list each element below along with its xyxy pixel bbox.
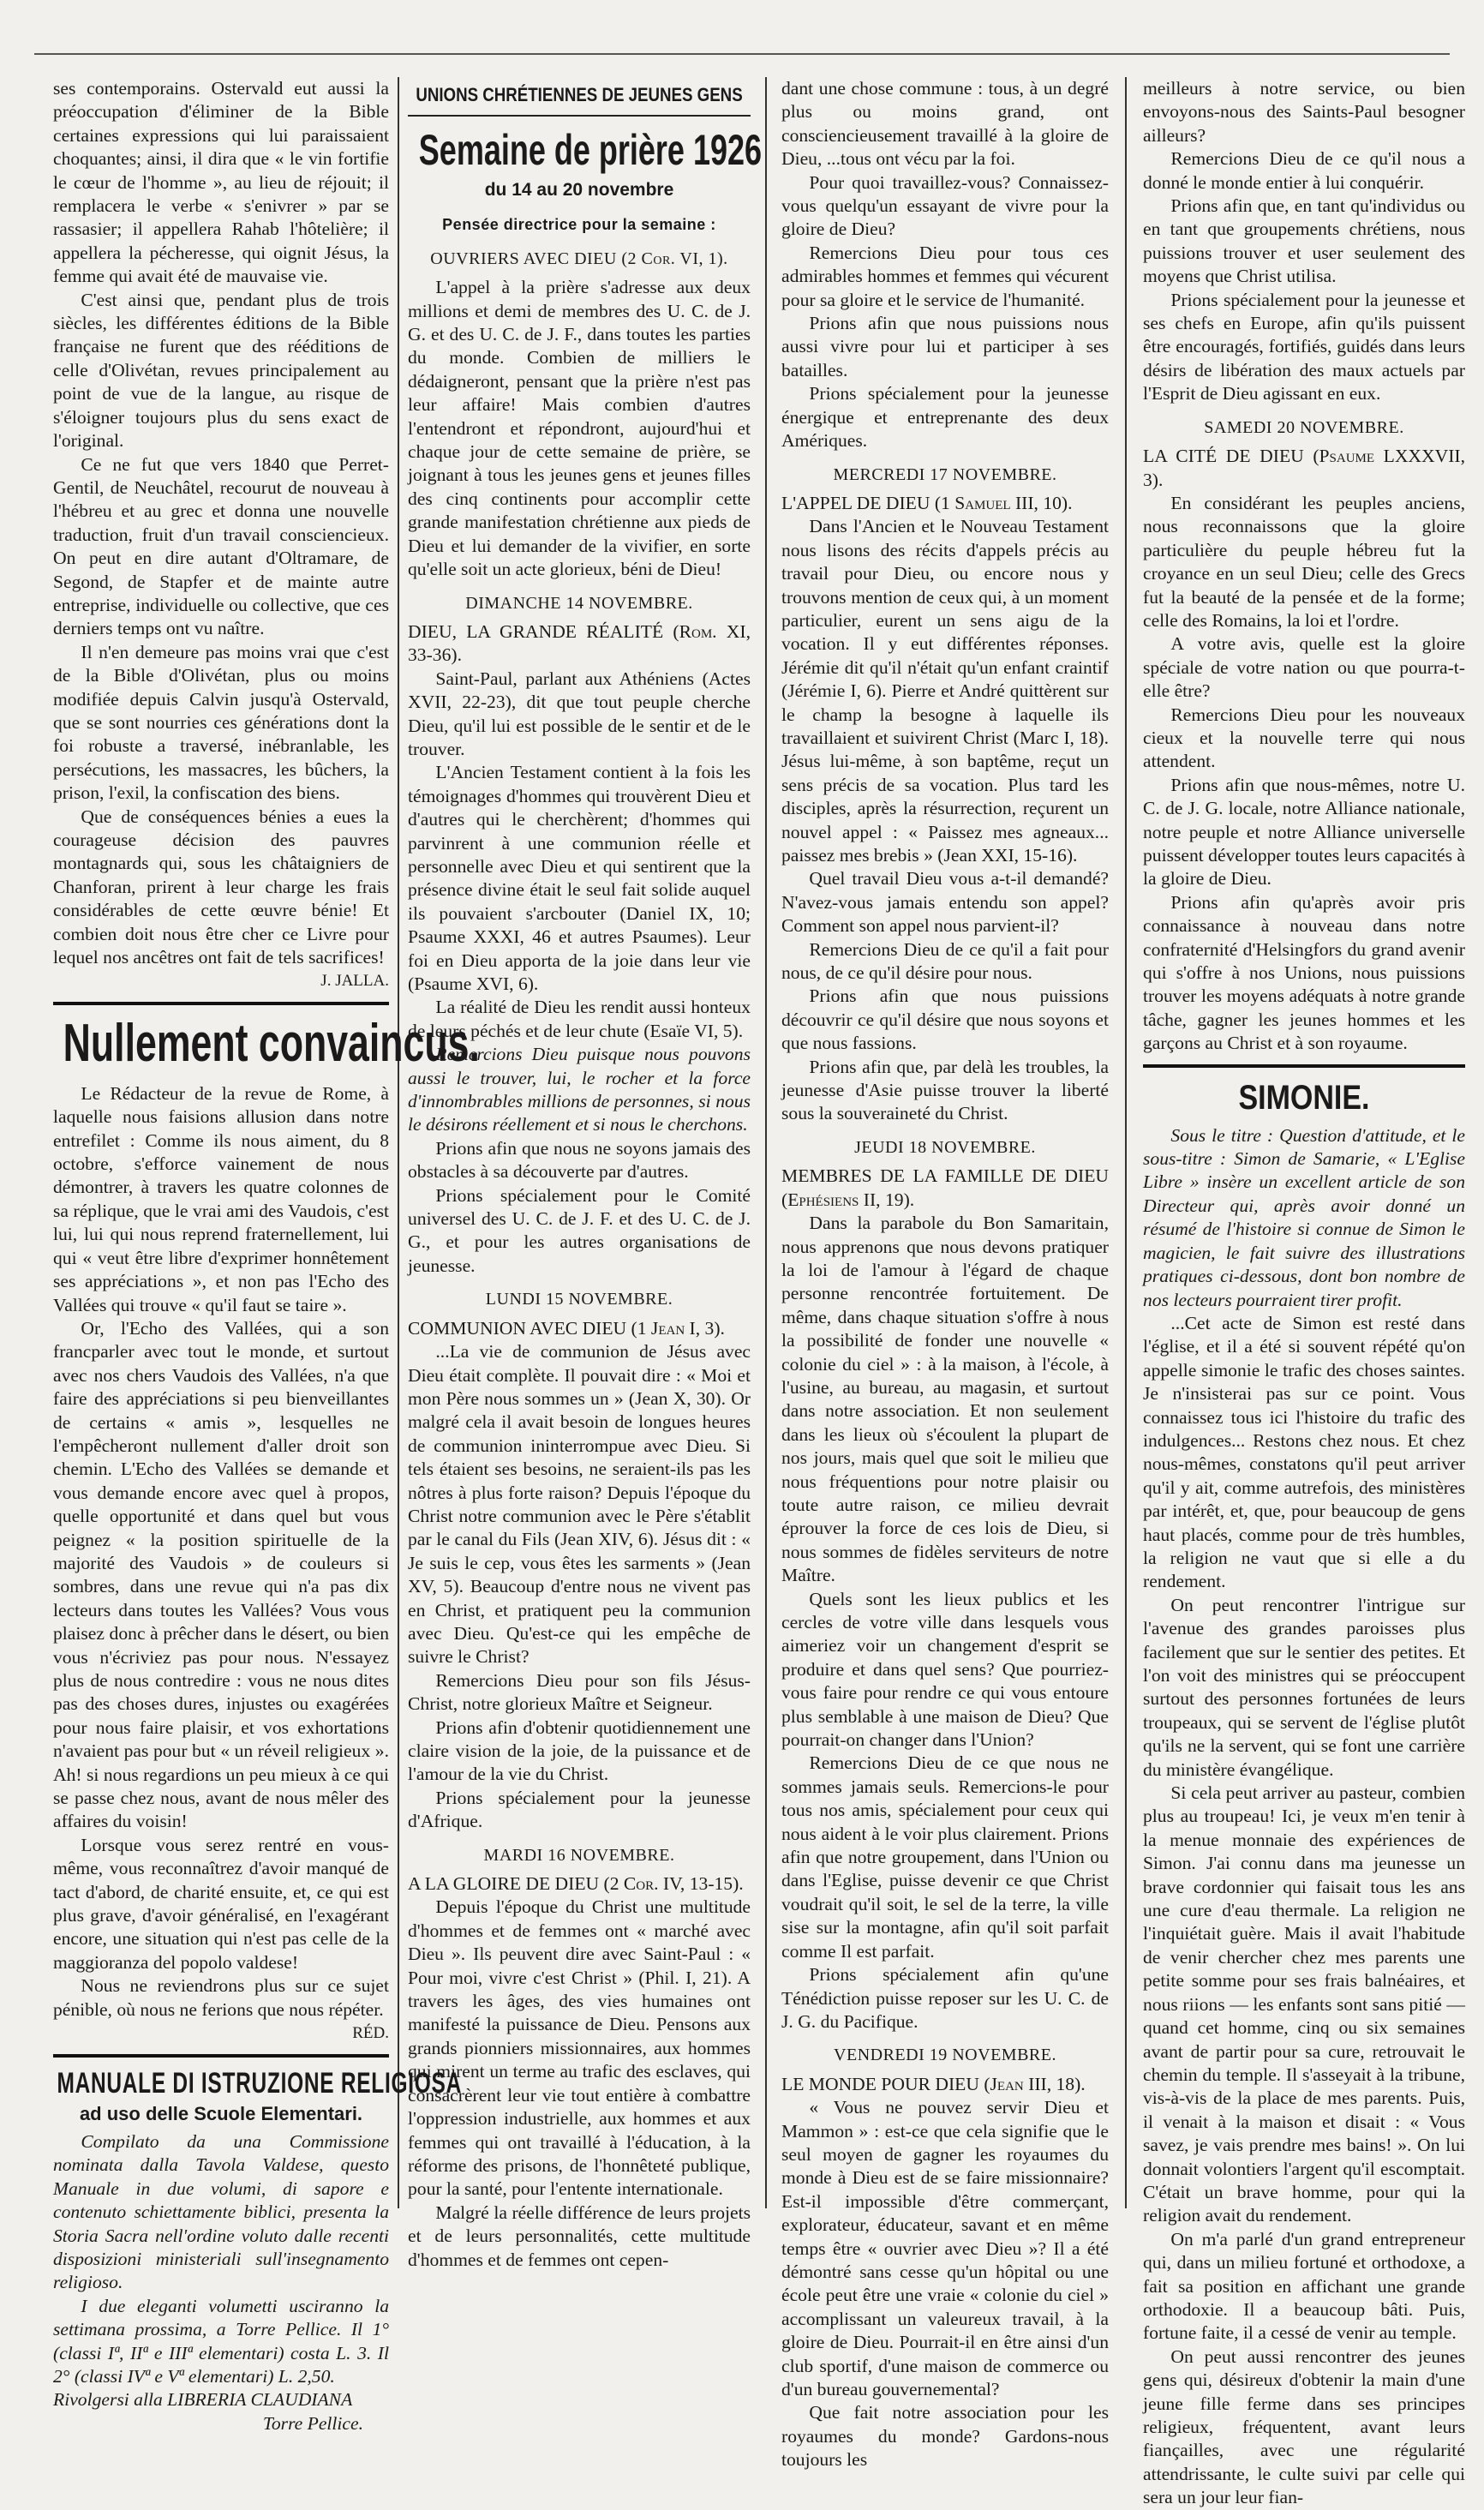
paragraph: Quel travail Dieu vous a-t-il demandé? N'avez-vous jamais entendu son appel? Comment son appel nous parvient-il?: [781, 868, 1109, 937]
paragraph: C'est ainsi que, pendant plus de trois siècles, les différentes éditions de la Bible française ne furent que des rééditions de celle d'Olivétan, revues principalement au point de vue de la langue, au risque de s'éloigner toujours plus du sens exact de l'original.: [53, 289, 389, 452]
paragraph: Or, l'Echo des Vallées, qui a son francparler avec tout le monde, et surtout avec nos chers Vaudois des Vallées, n'a que faire des appréciations si peu bienveillantes de certains « amis », lesquelles ne l'empêcheront nullement d'aller droit son chemin. L'Echo des Vallées se demande et vous demande encore avec quel à propos, quelle opportunité et dans quel but vous peignez « la position spirituelle de la majorité des Vaudois » de couleurs si sombres, dans une revue qui n'a pas dix lecteurs dans toutes les Vallées? Vous vous plaisez donc à prêcher dans le désert, ou bien vous n'écriviez pas pour nous. N'essayez plus de nous contredire : vous ne nous dites pas des choses dures, injustes ou exagérées pour nous faire plaisir, et vos exhortations n'avaient pas pour but « un réveil religieux ». Ah! si nous regardions un peu mieux à ce qui se passe chez nous, avant de nous mêler des affaires du voisin!: [53, 1317, 389, 1832]
top-rule: [34, 53, 1450, 55]
paragraph: L'appel à la prière s'adresse aux deux millions et demi de membres des U. C. de J. G. et des U. C. de J. F., dans toutes les parties du monde. Combien de milliers le dédaigneront, pensant que la prière n'est pas leur affaire! Mais combien d'autres l'entendront et répondront, aujourd'hui et chaque jour de cette semaine de prière, se joignant à tous les jeunes gens et jeunes filles des cinq continents pour accomplir cette grande manifestation chrétienne aux pieds de Dieu et lui demander de la vivifier, en sorte qu'elle soit un acte glorieux, béni de Dieu!: [408, 277, 751, 580]
paragraph: La réalité de Dieu les rendit aussi honteux de leurs péchés et de leur chute (Esaïe VI, 5).: [408, 997, 751, 1041]
column-rule: [765, 77, 767, 2208]
article-headline: SIMONIE.: [1238, 1078, 1370, 1117]
advert-text: Compilato da una Commissione nominata dalla Tavola Valdese, questo Manuale in due volumi, di sapore e contenuto schiettamente biblici, presenta la Storia Sacra nell'ordine voluto dalle recenti disposizioni ministeriali sull'insegnamento religioso.: [53, 2130, 389, 2293]
paragraph: Prions afin que nous-mêmes, notre U. C. de J. G. locale, notre Alliance nationale, notre peuple et notre Alliance universelle puissent développer toutes leurs capacités à la gloire de Dieu.: [1143, 774, 1465, 890]
paragraph: Prions afin qu'après avoir pris connaissance à nouveau dans notre confraternité d'Helsingfors du grand avenir qui s'offre à nos Unions, nous puissions trouver les moyens adéquats à notre grande tâche, gagner les jeunes hommes et les garçons au Christ et à son royaume.: [1143, 891, 1465, 1054]
bible-reference: A LA GLOIRE DE DIEU (2 Cor. IV, 13-15).: [408, 1873, 744, 1895]
paragraph: Dans la parabole du Bon Samaritain, nous apprenons que nous devons pratiquer la loi de l'amour à l'égard de chaque personne rencontrée fortuitement. De même, dans chaque situation s'offre à nous la possibilité de fonder une nouvelle « colonie du ciel » : à la maison, à l'école, à l'usine, au bureau, au magasin, et surtout dans notre association. Et non seulement dans les lieux où s'écoulent la plupart de nos jours, mais quel que soit le milieu que nous fréquentions pour notre plaisir ou toute autre raison, ce milieu devrait éprouver la force de ces lois de Dieu, si nous sommes de fidèles serviteurs de notre Maître.: [781, 1213, 1109, 1586]
column-rule: [1125, 77, 1127, 2208]
bible-reference: MEMBRES DE LA FAMILLE DE DIEU (Ephésiens II, 19).: [781, 1165, 1109, 1210]
paragraph: ...La vie de communion de Jésus avec Dieu était complète. Il pouvait dire : « Moi et mon Père nous sommes un » (Jean X, 30). Or malgré cela il avait besoin de longues heures de communion ininterrompue avec Dieu. Si tels étaient ses besoins, ne seraient-ils pas les nôtres à plus forte raison? Depuis l'époque du Christ notre communion avec le Père s'établit par le canal du Fils (Jean XIV, 6). Jésus dit : « Je suis le cep, vous êtes les sarments » (Jean XV, 5). Beaucoup d'entre nous ne vivent pas en Christ, et pratiquent peu la communion avec Dieu. Qu'est-ce qui les empêche de suivre le Christ?: [408, 1341, 751, 1668]
paragraph: Remercions Dieu pour son fils Jésus-Christ, notre glorieux Maître et Seigneur.: [408, 1669, 751, 1715]
paragraph: Depuis l'époque du Christ une multitude d'hommes et de femmes ont « marché avec Dieu ». Ils peuvent dire avec Saint-Paul : « Pour moi, vivre c'est Christ » (Phil. I, 21). A travers les âges, des vies humaines ont manifesté la puissance de Dieu. Pensons aux grands pionniers missionnaires, aux hommes qui mirent un terme au trafic des esclaves, qui consacrèrent leur vie tout entière à combattre l'oppression industrielle, aux hommes et aux femmes qui ont travaillé à l'éducation, à la réforme des prisons, de l'honnêteté publique, pour la santé, pour l'entente internationale.: [408, 1896, 751, 2200]
paragraph: Nous ne reviendrons plus sur ce sujet pénible, où nous ne ferions que nous répéter.: [53, 1975, 389, 2020]
paragraph: On peut rencontrer l'intrigue sur l'avenue des grandes paroisses plus facilement que sur le sentier des petites. Et l'on voit des ministres qui se préoccupent surtout des personnes fortunées de leurs troupeaux, qui se servent de l'église plutôt qu'ils ne la servent, qui se font une carrière du ministère évangélique.: [1143, 1594, 1465, 1780]
bible-reference: DIEU, LA GRANDE RÉALITÉ (Rom. XI, 33-36).: [408, 620, 751, 666]
paragraph: Remercions Dieu pour les nouveaux cieux et la nouvelle terre qui nous attendent.: [1143, 704, 1465, 772]
paragraph: Remercions Dieu de ce que nous ne sommes jamais seuls. Remercions-le pour tous nos amis, spécialement pour ceux qui nous aident à le voir plus clairement. Prions afin que notre groupement, dans l'Union ou dans l'Eglise, puisse devenir ce que Christ voudrait qu'il soit, le sel de la terre, la ville sise sur la montagne, afin qu'il soit parfait comme Il est parfait.: [781, 1752, 1109, 1962]
paragraph: Prions spécialement pour le Comité universel des U. C. de J. F. et des U. C. de J. G., et pour les autres organisations de jeunesse.: [408, 1184, 751, 1276]
paragraph: Quels sont les lieux publics et les cercles de votre ville dans lesquels vous aimeriez voir un changement d'esprit se produire et dans quel sens? Que pourriez-vous faire pour rendre ce qui vous entoure plus semblable à une maison de Dieu? Que pourrait-on changer dans l'Union?: [781, 1588, 1109, 1751]
divider: [53, 1002, 389, 1005]
paragraph: L'Ancien Testament contient à la fois les témoignages d'hommes qui trouvèrent Dieu et d'autres qui le cherchèrent; d'hommes qui parvinrent à une communion réelle et personnelle avec Dieu et qui sentirent que la présence divine était le seul fait solide auquel ils pouvaient s'arcbouter (Daniel IX, 10; Psaume XXXI, 46 et autres Psaumes). Leur foi en Dieu apporta de la joie dans leur vie (Psaume XVI, 6).: [408, 762, 751, 994]
paragraph: Ce ne fut que vers 1840 que Perret-Gentil, de Neuchâtel, recourut de nouveau à l'hébreu et au grec et donna une nouvelle traduction, fruit d'un travail consciencieux. On peut en dire autant d'Oltramare, de Segond, de Stapfer et de mainte autre entreprise, individuelle ou collective, que ces derniers temps ont vu naître.: [53, 453, 389, 639]
day-heading: LUNDI 15 NOVEMBRE.: [485, 1290, 673, 1309]
paragraph: Lorsque vous serez rentré en vous-même, vous reconnaîtrez d'avoir manqué de tact d'abord, de charité ensuite, et, ce qui est plus grave, d'avoir généralisé, en l'exagérant encore, une situation qui n'est pas celle de la maggioranza del popolo valdese!: [53, 1834, 389, 1973]
column-1: [53, 77, 480, 2434]
paragraph: A votre avis, quelle est la gloire spéciale de votre nation ou que pourra-t-elle être?: [1143, 633, 1465, 702]
divider: [1143, 1064, 1465, 1068]
section-subheading: Pensée directrice pour la semaine :: [442, 216, 716, 234]
paragraph: Prions spécialement afin qu'une Ténédiction puisse reposer sur les U. C. de J. G. du Pacifique.: [781, 1964, 1109, 2032]
paragraph: Que de conséquences bénies a eues la courageuse décision des pauvres montagnards qui, sous les châtaigniers de Chanforan, prirent à leur charge les frais considérables de cette œuvre bénie! Et combien doit nous être cher ce Livre pour lequel nos ancêtres ont fait de tels sacrifices!: [53, 806, 389, 968]
advert-subtitle: ad uso delle Scuole Elementari.: [79, 2102, 363, 2124]
paragraph: ...Cet acte de Simon est resté dans l'église, et il a été si souvent répété qu'on appelle simonie le trafic des choses saintes. Je n'insisterai pas sur ce point. Vous connaissez tous ici l'histoire du trafic des indulgences... Restons chez nous. Et chez nous-mêmes, constatons qu'il peut arriver qu'il y ait, comme autrefois, des ministères par intérêt, et, que, pour beaucoup de gens haut placés, comme pour de très humbles, la religion ne vaut que si elle a du rendement.: [1143, 1312, 1465, 1592]
day-heading: DIMANCHE 14 NOVEMBRE.: [465, 593, 693, 613]
paragraph: Pour quoi travaillez-vous? Connaissez-vous quelqu'un essayant de vivre pour la gloire de Dieu?: [781, 171, 1109, 240]
paragraph: On peut aussi rencontrer des jeunes gens qui, désireux d'obtenir la main d'une jeune fille ferme dans ses principes religieux, fréquentent, avant leurs fiançailles, avec une régularité attendrissante, le culte suivi par celle qui sera un jour leur fian-: [1143, 2345, 1465, 2508]
article-dates: du 14 au 20 novembre: [484, 180, 674, 200]
paragraph: Prions afin que, par delà les troubles, la jeunesse d'Asie puisse trouver la liberté sous la souveraineté du Christ.: [781, 1056, 1109, 1124]
signature: RÉD.: [352, 2024, 389, 2043]
article-headline: Semaine de prière 1926: [418, 126, 763, 174]
column-rule: [398, 77, 399, 2208]
paragraph: Sous le titre : Question d'attitude, et le sous-titre : Simon de Samarie, « L'Eglise Libre » insère un excellent article de son Directeur qui, après avoir donné un résumé de l'histoire si connue de Simon le magicien, le fait suivre des illustrations pratiques ci-dessous, dont bon nombre de nos lecteurs pourraient tirer profit.: [1143, 1124, 1465, 1310]
bible-reference: COMMUNION AVEC DIEU (1 Jean I, 3).: [408, 1317, 725, 1339]
day-heading: MARDI 16 NOVEMBRE.: [483, 1845, 675, 1865]
paragraph: Prions afin que nous puissions découvrir ce qu'il désire que nous soyons et que nous fassions.: [781, 985, 1109, 1054]
paragraph: Remercions Dieu de ce qu'il nous a donné le monde entier à lui conquérir.: [1143, 148, 1465, 193]
article-headline: Nullement convaincus.: [63, 1013, 480, 1073]
paragraph: Prions afin que, en tant qu'individus ou en tant que groupements chrétiens, nous puissions trouver et user seulement des moyens que Christ utilisa.: [1143, 195, 1465, 287]
paragraph: Dans l'Ancien et le Nouveau Testament nous lisons des récits d'appels précis au travail pour Dieu, ou encore nous y trouvons mention de ceux qui, à un moment particulier, eurent un sens aigu de la vocation. Il y eut différentes réponses. Jérémie dit qu'il n'était qu'un enfant craintif (Jérémie I, 6). Pierre et André quittèrent sur le champ la besogne à laquelle ils travaillaient et suivirent Christ (Marc I, 18). Jésus lui-même, à son baptême, reçut un sens précis de sa vocation. Plus tard les disciples, après la résurrection, reçurent un nouvel appel : « Paissez mes agneaux... paissez mes brebis » (Jean XXI, 15-16).: [781, 516, 1109, 866]
paragraph: Prions afin que nous puissions nous aussi vivre pour lui et participer à ses batailles.: [781, 313, 1109, 380]
paragraph: Si cela peut arriver au pasteur, combien plus au troupeau! Ici, je veux m'en tenir à la menue monnaie des expériences de Simon. J'ai connu dans ma jeunesse un brave cordonnier qui faisait tous les ans une cure d'eau thermale. La religion ne l'inquiétait guère. Mais il avait l'habitude de venir chercher chez mes parents une petite somme pour ses frais balnéaires, et nous riions — les enfants sont sans pitié — quand cet homme, cinq ou six semaines avant de partir pour sa cure, retrouvait le chemin du temple. Il s'asseyait à la tribune, vis-à-vis de la place de mes parents. Puis, il venait à la maison et disait : « Vous savez, je vais prendre mes bains! ». On lui donnait volontiers l'argent qu'il escomptait. C'était un brave homme, pour qui la religion avait du rendement.: [1143, 1782, 1465, 2226]
paragraph: ses contemporains. Ostervald eut aussi la préoccupation d'éliminer de la Bible certaines expressions qui lui paraissaient choquantes; ainsi, il dira que « le vin fortifie le cœur de l'homme », au lieu de réjouit; il remplacera le verbe « s'enivrer » par se rassasier; il appellera Rahab l'hôtelière; il appellera la pécheresse, qui oignit Jésus, la femme qui avait été de mauvaise vie.: [53, 78, 389, 287]
paragraph: Remercions Dieu pour tous ces admirables hommes et femmes qui vécurent pour sa gloire et le service de l'humanité.: [781, 242, 1109, 310]
advert-headline: MANUALE DI ISTRUZIONE RELIGIOSA: [57, 2066, 462, 2100]
paragraph: Prions spécialement pour la jeunesse d'Afrique.: [408, 1787, 751, 1832]
day-heading: VENDREDI 19 NOVEMBRE.: [834, 2046, 1056, 2065]
column-4: [1143, 77, 1465, 2508]
advert-text: I due eleganti volumetti usciranno la settimana prossima, a Torre Pellice. Il 1° (classi Iª, IIª e IIIª elementari) costa L. 3. Il 2° (classi IVª e Vª elementari) L. 2,50.: [53, 2295, 389, 2387]
column-2: [408, 77, 763, 2270]
paragraph: Prions afin d'obtenir quotidiennement une claire vision de la joie, de la puissance et de l'amour de la vie du Christ.: [408, 1716, 751, 1785]
day-heading: MERCREDI 17 NOVEMBRE.: [833, 464, 1057, 484]
paragraph: Le Rédacteur de la revue de Rome, à laquelle nous faisions allusion dans notre entrefilet : Comme ils nous aiment, du 8 octobre, s'efforce vainement de nous démontrer, à travers les quatre colonnes de sa réplique, que le vrai ami des Vaudois, c'est lui, lui qui nous reprend fraternellement, lui qui « veut être libre d'exprimer honnêtement ses appréciations », et non pas l'Echo des Vallées qui trouve « qu'il faut se taire ».: [53, 1082, 389, 1315]
paragraph: Que fait notre association pour les royaumes du monde? Gardons-nous toujours les: [781, 2402, 1109, 2471]
day-heading: SAMEDI 20 NOVEMBRE.: [1204, 417, 1404, 437]
paragraph: Prions afin que nous ne soyons jamais des obstacles à sa découverte par d'autres.: [408, 1137, 751, 1183]
paragraph: Malgré la réelle différence de leurs projets et de leurs personnalités, cette multitude d'hommes et de femmes ont cepen-: [408, 2201, 751, 2270]
signature: J. JALLA.: [320, 972, 389, 991]
bible-reference: LE MONDE POUR DIEU (Jean III, 18).: [781, 2073, 1086, 2094]
paragraph: meilleurs à notre service, ou bien envoyons-nous des Saints-Paul besogner ailleurs?: [1143, 78, 1465, 146]
advert-text: Rivolgersi alla LIBRERIA CLAUDIANA: [53, 2389, 353, 2411]
paragraph: Remercions Dieu puisque nous pouvons aussi le trouver, lui, le rocher et la force d'innombrables millions de personnes, si nous le désirons réellement et si nous le cherchons.: [408, 1044, 751, 1135]
paragraph: On m'a parlé d'un grand entrepreneur qui, dans un milieu fortuné et orthodoxe, a fait sa position en affichant une grande orthodoxie. Il a beaucoup bâti. Puis, fortune faite, il a cessé de venir au temple.: [1143, 2228, 1465, 2344]
column-3: [781, 77, 1109, 2471]
paragraph: « Vous ne pouvez servir Dieu et Mammon » : est-ce que cela signifie que le seul moyen de gagner les royaumes du monde à Dieu est de se faire missionnaire? Est-il impossible d'être commerçant, explorateur, éducateur, savant et en même temps être « ouvrier avec Dieu »? Il a été démontré sans cesse qu'un hôpital ou une école peut être une vraie « colonie du ciel » accomplissant un valeureux travail, à la gloire de Dieu. Pourrait-il en être ainsi d'un club sportif, d'une maison de commerce ou d'un bureau gouvernemental?: [781, 2097, 1109, 2399]
paragraph: En considérant les peuples anciens, nous reconnaissons que la gloire particulière du peuple hébreu fut la croyance en un seul Dieu; celle des Grecs fut la beauté de la pensée et de la forme; celle des Romains, la loi et l'ordre.: [1143, 492, 1465, 631]
bible-reference: L'APPEL DE DIEU (1 Samuel III, 10).: [781, 492, 1073, 513]
section-heading: UNIONS CHRÉTIENNES DE JEUNES GENS: [416, 84, 743, 105]
paragraph: dant une chose commune : tous, à un degré plus ou moins grand, ont consciencieusement travaillé à la gloire de Dieu, ...tous ont vécu par la foi.: [781, 78, 1109, 170]
bible-reference: OUVRIERS AVEC DIEU (2 Cor. VI, 1).: [430, 249, 728, 268]
paragraph: Il n'en demeure pas moins vrai que c'est de la Bible d'Olivétan, plus ou moins modifiée depuis Calvin jusqu'à Ostervald, que se sont nourries ces générations dont la foi robuste a traversé, inébranlable, les persécutions, les massacres, les bûchers, la prison, l'exil, la confiscation des biens.: [53, 641, 389, 804]
paragraph: Prions spécialement pour la jeunesse et ses chefs en Europe, afin qu'ils puissent être encouragés, fortifiés, guidés dans leurs désirs de libération des maux actuels par l'Esprit de Dieu agissant en eux.: [1143, 289, 1465, 404]
paragraph: Prions spécialement pour la jeunesse énergique et entreprenante des deux Amériques.: [781, 383, 1109, 452]
day-heading: JEUDI 18 NOVEMBRE.: [854, 1137, 1036, 1157]
advert-text: Torre Pellice.: [262, 2412, 363, 2434]
paragraph: Saint-Paul, parlant aux Athéniens (Actes XVII, 22-23), dit que tout peuple cherche Dieu, qu'il lui est possible de le sentir et de le trouver.: [408, 668, 751, 759]
divider: [408, 115, 751, 117]
paragraph: Remercions Dieu de ce qu'il a fait pour nous, de ce qu'il désire pour nous.: [781, 938, 1109, 984]
bible-reference: LA CITÉ DE DIEU (Psaume LXXXVII, 3).: [1143, 446, 1465, 490]
divider: [53, 2054, 389, 2058]
